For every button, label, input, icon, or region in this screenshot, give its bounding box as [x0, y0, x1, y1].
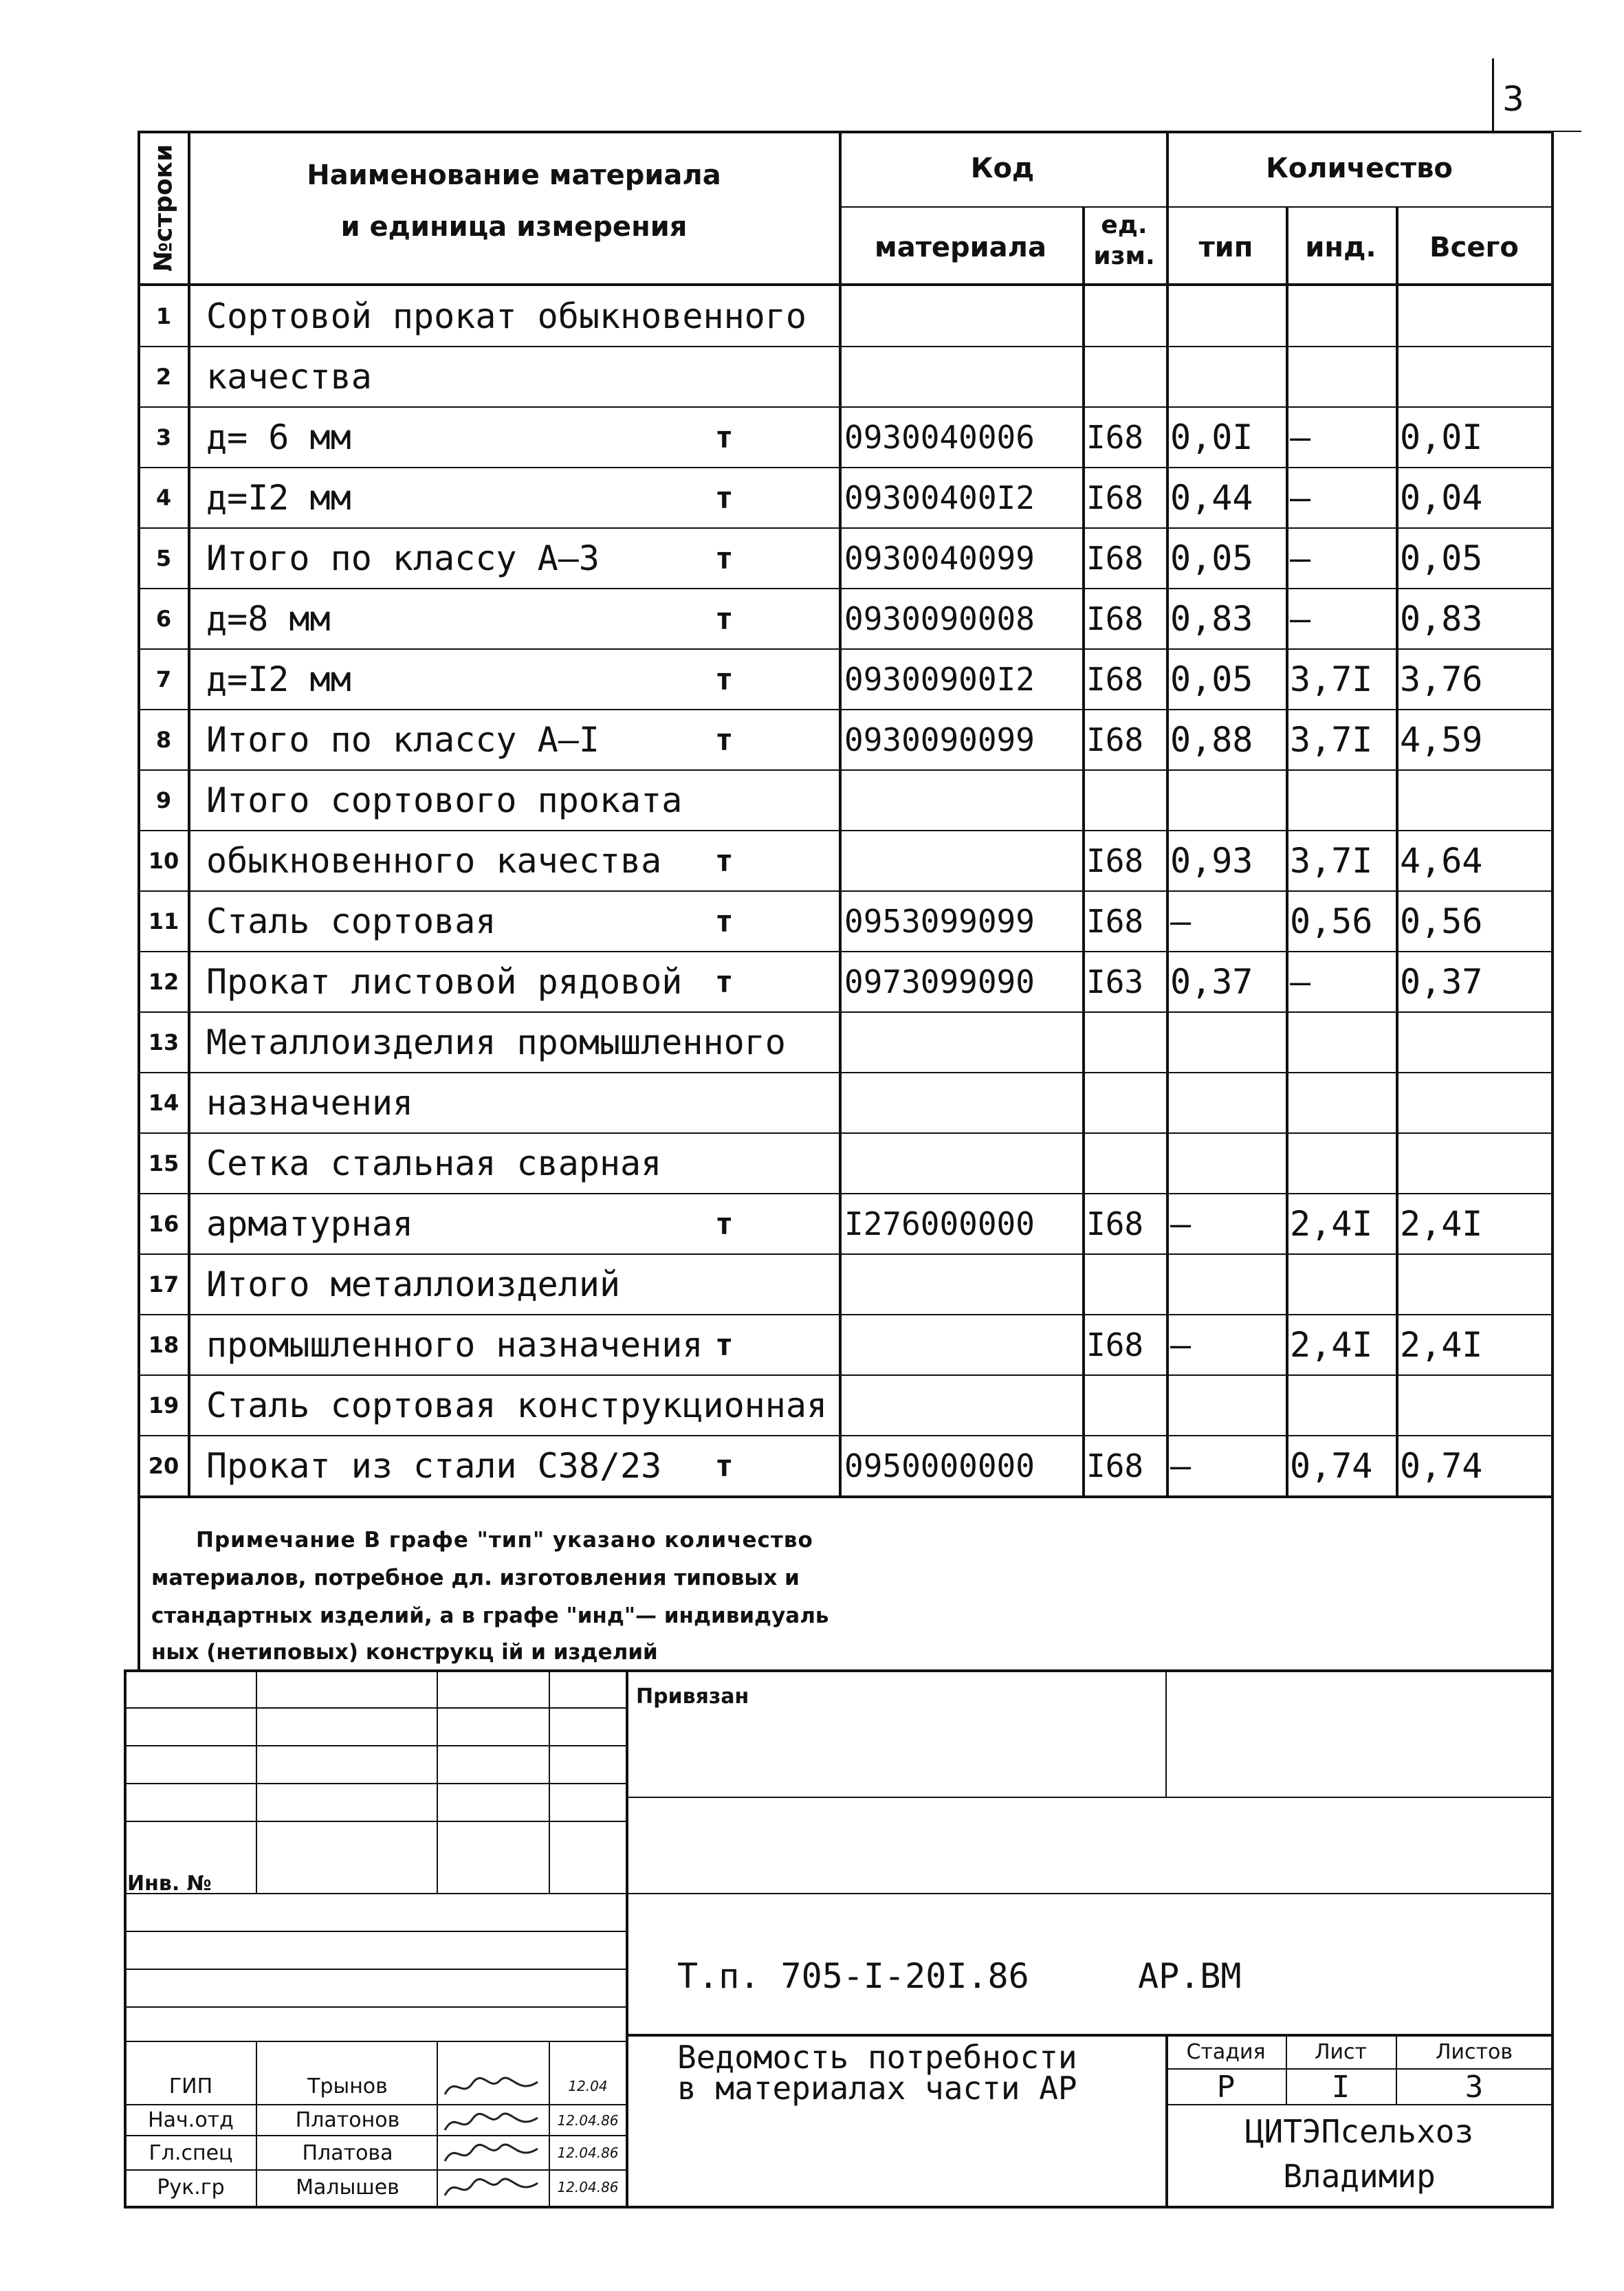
signer-role: Рук.гр: [157, 2175, 225, 2200]
qty-ind: [1290, 1254, 1394, 1315]
material-name: Прокат листовой рядовой: [206, 962, 683, 1002]
unit-code: I68: [1086, 1447, 1144, 1484]
signer-date: 12.04: [568, 2078, 608, 2094]
qty-total: [1400, 770, 1550, 831]
unit-code: I68: [1086, 721, 1144, 758]
row-number: 3: [155, 424, 172, 450]
row-divider: [138, 830, 1552, 831]
qty-total: [1400, 1375, 1550, 1436]
qty-tip: 0,44: [1170, 478, 1253, 518]
material-name: Сортовой прокат обыкновенного: [206, 296, 806, 336]
signer-date: 12.04.86: [557, 2112, 619, 2129]
qty-total: 0,0I: [1400, 417, 1483, 457]
row-divider: [138, 1072, 1552, 1073]
qty-ind: 3,7I: [1290, 659, 1373, 699]
material-name: промышленного назначения: [206, 1325, 703, 1365]
organization-line2: Владимир: [1283, 2158, 1436, 2195]
material-code: [844, 286, 1081, 347]
row-number: 5: [155, 545, 172, 571]
unit-symbol: т: [715, 1327, 734, 1363]
material-name: арматурная: [206, 1204, 414, 1244]
row-divider: [138, 951, 1552, 952]
unit-symbol: т: [715, 843, 734, 879]
unit-code: I68: [1086, 600, 1144, 637]
unit-symbol: т: [715, 661, 734, 697]
unit-code: [1086, 1012, 1165, 1073]
material-code: 09300900I2: [844, 661, 1035, 698]
qty-total: 0,74: [1400, 1446, 1483, 1486]
quantity-header: Количество: [1266, 153, 1453, 184]
material-code: [844, 1133, 1081, 1194]
row-number: 7: [155, 666, 172, 692]
signer-name: Малышев: [296, 2175, 399, 2200]
organization-line1: ЦИТЭПсельхоз: [1244, 2113, 1474, 2150]
name-header-line1: Наименование материала: [307, 160, 721, 191]
unit-symbol: т: [715, 601, 734, 637]
material-name: д=8 мм: [206, 599, 331, 639]
material-name: Сетка стальная сварная: [206, 1143, 662, 1183]
qty-tip: [1170, 770, 1284, 831]
material-name: обыкновенного качества: [206, 841, 662, 881]
material-name: качества: [206, 357, 372, 397]
unit-symbol: т: [715, 480, 734, 516]
row-number: 9: [155, 787, 172, 813]
qty-total: [1400, 1012, 1550, 1073]
signer-name: Платонов: [295, 2108, 400, 2132]
row-divider: [138, 1193, 1552, 1194]
qty-total: 0,37: [1400, 962, 1483, 1002]
qty-total: [1400, 1254, 1550, 1315]
row-divider: [138, 467, 1552, 468]
qty-ind: 0,74: [1290, 1446, 1373, 1486]
page-number-rule: [1492, 58, 1494, 131]
ind-header: инд.: [1305, 232, 1376, 263]
unit-symbol: т: [715, 540, 734, 576]
unit-code: I63: [1086, 963, 1144, 1000]
material-name: Металлоизделия промышленного: [206, 1022, 786, 1062]
qty-tip: [1170, 1254, 1284, 1315]
material-code: 0930040006: [844, 419, 1035, 456]
stage-label: Стадия: [1186, 2039, 1266, 2064]
qty-tip: [1170, 1012, 1284, 1073]
material-name: Сталь сортовая конструкционная: [206, 1385, 828, 1425]
unit-code: I68: [1086, 1205, 1144, 1242]
sheets-label: Листов: [1435, 2039, 1513, 2064]
note-line2: материалов, потребное дл. изготовления типовых и: [151, 1566, 800, 1590]
row-divider: [138, 1011, 1552, 1013]
material-name: Итого по классу А–I: [206, 720, 600, 760]
qty-total: [1400, 1133, 1550, 1194]
qty-tip: [1170, 1375, 1284, 1436]
row-number: 12: [148, 969, 179, 995]
name-header-line2: и единица измерения: [340, 211, 688, 243]
unit-symbol: [715, 1012, 777, 1073]
qty-ind: 3,7I: [1290, 841, 1373, 881]
unit-code: [1086, 1375, 1165, 1436]
row-number: 19: [148, 1392, 179, 1418]
stage-value: Р: [1216, 2069, 1236, 2105]
qty-ind: –: [1290, 417, 1311, 457]
row-divider: [138, 1253, 1552, 1255]
document-mark: АР.ВМ: [1138, 1956, 1242, 1996]
material-code-header: материала: [875, 232, 1046, 263]
row-divider: [138, 527, 1552, 529]
unit-symbol: [715, 347, 777, 407]
qty-ind: [1290, 770, 1394, 831]
material-code: [844, 1012, 1081, 1073]
sheet-label: Лист: [1314, 2039, 1368, 2064]
unit-code: I68: [1086, 419, 1144, 456]
material-name: д= 6 мм: [206, 417, 351, 457]
code-header: Код: [970, 153, 1035, 184]
row-divider: [138, 1314, 1552, 1315]
row-number: 10: [148, 848, 179, 874]
signature-mark: [441, 2172, 545, 2202]
signer-name: Платова: [302, 2140, 393, 2165]
row-divider: [138, 648, 1552, 650]
material-code: [844, 1375, 1081, 1436]
signer-date: 12.04.86: [557, 2145, 619, 2161]
note-line1: Примечание В графе "тип" указано количество: [196, 1528, 813, 1553]
qty-tip: –: [1170, 1446, 1192, 1486]
row-number: 14: [148, 1090, 179, 1116]
qty-ind: 3,7I: [1290, 720, 1373, 760]
signer-date: 12.04.86: [557, 2179, 619, 2195]
material-name: Итого сортового проката: [206, 780, 683, 820]
material-code: [844, 770, 1081, 831]
qty-ind: –: [1290, 599, 1311, 639]
document-title-line2: в материалах части АР: [677, 2070, 1077, 2107]
row-divider: [138, 1435, 1552, 1436]
unit-code: [1086, 347, 1165, 407]
unit-code: I68: [1086, 903, 1144, 940]
material-name: Итого металлоизделий: [206, 1264, 621, 1304]
qty-ind: [1290, 1375, 1394, 1436]
unit-header-line2: изм.: [1093, 242, 1155, 270]
unit-symbol: т: [715, 1448, 734, 1484]
qty-total: [1400, 347, 1550, 407]
unit-symbol: [715, 770, 777, 831]
row-number: 6: [155, 606, 172, 632]
row-divider: [138, 1374, 1552, 1376]
unit-code: I68: [1086, 842, 1144, 879]
qty-total: [1400, 286, 1550, 347]
row-number-header: №строки: [149, 144, 178, 272]
material-code: 0953099099: [844, 903, 1035, 940]
material-name: Итого по классу А–3: [206, 538, 600, 578]
material-code: 0930040099: [844, 540, 1035, 577]
material-code: 09300400I2: [844, 479, 1035, 516]
material-code: [844, 347, 1081, 407]
row-divider: [138, 890, 1552, 892]
qty-tip: [1170, 1133, 1284, 1194]
page-number: 3: [1502, 79, 1524, 119]
sheets-value: 3: [1464, 2069, 1484, 2105]
unit-symbol: [715, 1254, 777, 1315]
row-divider: [138, 346, 1552, 347]
qty-tip: [1170, 347, 1284, 407]
material-code: I276000000: [844, 1205, 1035, 1242]
unit-code: [1086, 1254, 1165, 1315]
qty-tip: –: [1170, 901, 1192, 941]
document-title-line1: Ведомость потребности: [677, 2039, 1077, 2076]
signer-role: Нач.отд: [148, 2108, 234, 2132]
signer-role: ГИП: [168, 2074, 213, 2098]
signature-mark: [441, 2138, 545, 2168]
unit-symbol: [715, 1375, 777, 1436]
qty-tip: 0,83: [1170, 599, 1253, 639]
row-number: 17: [148, 1271, 179, 1297]
qty-ind: [1290, 286, 1394, 347]
material-code: [844, 1254, 1081, 1315]
qty-total: 0,83: [1400, 599, 1483, 639]
document-code: Т.п. 705-I-20I.86: [677, 1956, 1029, 1996]
qty-tip: 0,88: [1170, 720, 1253, 760]
sheet-value: I: [1331, 2069, 1350, 2105]
unit-code: I68: [1086, 661, 1144, 698]
row-divider: [138, 769, 1552, 771]
material-name: Прокат из стали С38/23: [206, 1446, 662, 1486]
unit-symbol: [715, 1073, 777, 1133]
unit-code: [1086, 1073, 1165, 1133]
qty-tip: 0,93: [1170, 841, 1253, 881]
qty-tip: [1170, 286, 1284, 347]
qty-tip: 0,0I: [1170, 417, 1253, 457]
row-divider: [138, 406, 1552, 408]
material-code: 0930090099: [844, 721, 1035, 758]
qty-ind: [1290, 1073, 1394, 1133]
qty-ind: –: [1290, 538, 1311, 578]
row-number: 16: [148, 1211, 179, 1237]
qty-tip: –: [1170, 1204, 1192, 1244]
unit-code: [1086, 286, 1165, 347]
qty-ind: [1290, 347, 1394, 407]
row-number: 1: [155, 303, 172, 329]
unit-code: I68: [1086, 540, 1144, 577]
unit-symbol: т: [715, 903, 734, 939]
qty-ind: –: [1290, 478, 1311, 518]
unit-symbol: [715, 1133, 777, 1194]
row-divider: [138, 709, 1552, 710]
row-number: 8: [155, 727, 172, 753]
note-line3: стандартных изделий, а в графе "инд"— индивидуаль: [151, 1603, 829, 1628]
material-code: 0950000000: [844, 1447, 1035, 1484]
material-name: назначения: [206, 1083, 414, 1123]
qty-total: [1400, 1073, 1550, 1133]
total-header: Всего: [1429, 232, 1519, 263]
qty-ind: –: [1290, 962, 1311, 1002]
unit-symbol: т: [715, 964, 734, 1000]
qty-total: 0,05: [1400, 538, 1483, 578]
unit-code: [1086, 770, 1165, 831]
qty-tip: 0,05: [1170, 659, 1253, 699]
row-number: 15: [148, 1150, 179, 1176]
qty-tip: [1170, 1073, 1284, 1133]
material-code: 0930090008: [844, 600, 1035, 637]
material-name: д=I2 мм: [206, 659, 351, 699]
qty-ind: 2,4I: [1290, 1204, 1373, 1244]
qty-tip: 0,37: [1170, 962, 1253, 1002]
qty-ind: [1290, 1012, 1394, 1073]
unit-header-line1: ед.: [1101, 211, 1148, 239]
material-code: [844, 1315, 1081, 1375]
tip-header: тип: [1198, 232, 1253, 263]
row-number: 11: [148, 908, 179, 934]
material-name: Сталь сортовая: [206, 901, 496, 941]
unit-code: I68: [1086, 1326, 1144, 1363]
signature-mark: [441, 2071, 545, 2101]
qty-total: 0,56: [1400, 901, 1483, 941]
signature-mark: [441, 2107, 545, 2137]
qty-total: 3,76: [1400, 659, 1483, 699]
qty-ind: [1290, 1133, 1394, 1194]
unit-symbol: т: [715, 722, 734, 758]
qty-ind: 0,56: [1290, 901, 1373, 941]
material-code: 0973099090: [844, 963, 1035, 1000]
material-code: [844, 831, 1081, 891]
unit-code: I68: [1086, 479, 1144, 516]
qty-total: 0,04: [1400, 478, 1483, 518]
note-line4: ных (нетиповых) конструкц ій и изделий: [151, 1640, 658, 1665]
row-divider: [138, 1132, 1552, 1134]
qty-total: 2,4I: [1400, 1204, 1483, 1244]
privyazan-label: Привязан: [636, 1685, 749, 1709]
signer-role: Гл.спец: [149, 2140, 233, 2165]
unit-code: [1086, 1133, 1165, 1194]
material-name: д=I2 мм: [206, 478, 351, 518]
row-number: 2: [155, 364, 172, 390]
row-number: 18: [148, 1332, 179, 1358]
unit-symbol: т: [715, 1206, 734, 1242]
row-number: 4: [155, 485, 172, 511]
qty-tip: 0,05: [1170, 538, 1253, 578]
qty-total: 2,4I: [1400, 1325, 1483, 1365]
signer-name: Трынов: [307, 2074, 388, 2098]
inventory-number-label: Инв. №: [127, 1872, 212, 1896]
qty-total: 4,64: [1400, 841, 1483, 881]
material-code: [844, 1073, 1081, 1133]
row-number: 20: [148, 1453, 179, 1479]
row-number: 13: [148, 1029, 179, 1055]
qty-total: 4,59: [1400, 720, 1483, 760]
unit-symbol: [715, 286, 777, 347]
row-divider: [138, 588, 1552, 589]
qty-ind: 2,4I: [1290, 1325, 1373, 1365]
qty-tip: –: [1170, 1325, 1192, 1365]
unit-symbol: т: [715, 419, 734, 455]
